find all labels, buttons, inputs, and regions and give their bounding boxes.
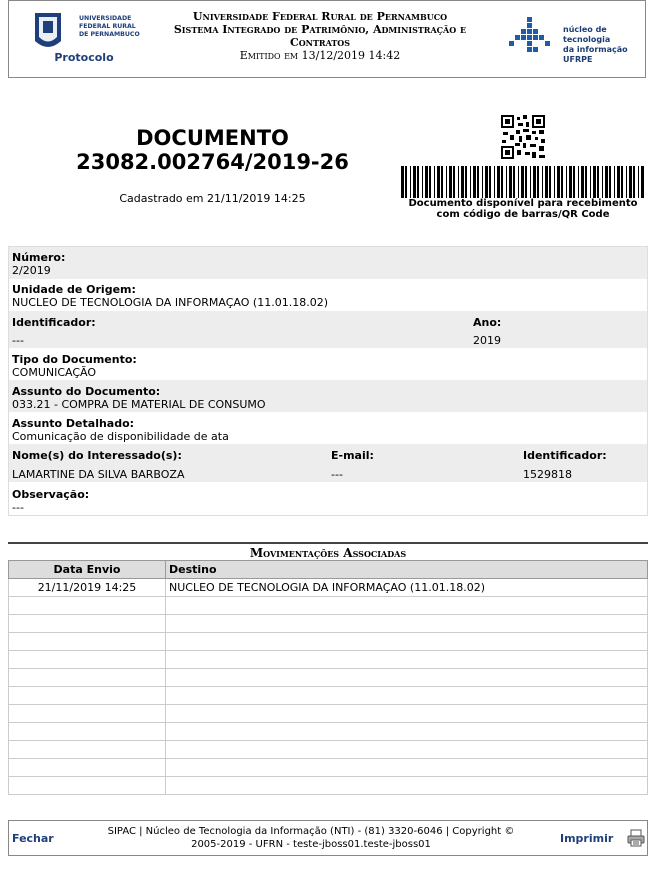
table-row bbox=[9, 597, 648, 615]
barcode-bar bbox=[590, 166, 591, 198]
barcode-bar bbox=[549, 166, 551, 198]
header-titles bbox=[143, 10, 497, 62]
cell-data-envio bbox=[9, 723, 166, 741]
barcode-bar bbox=[585, 166, 587, 198]
barcode-bar bbox=[477, 166, 479, 198]
barcode-bar bbox=[518, 166, 519, 198]
barcode-bar bbox=[537, 166, 539, 198]
barcode-bar bbox=[542, 166, 543, 198]
document-title bbox=[40, 126, 385, 174]
row-identificador bbox=[9, 311, 647, 348]
cell-destino bbox=[166, 651, 648, 669]
cell-destino bbox=[166, 777, 648, 795]
barcode-bar bbox=[506, 166, 507, 198]
cell-destino bbox=[166, 759, 648, 777]
barcode-bar bbox=[633, 166, 635, 198]
interessado-value: LAMARTINE DA SILVA BARBOZA bbox=[12, 468, 185, 481]
footer-line1: SIPAC | Núcleo de Tecnologia da Informação (NTI) - (81) 3320-6046 | Copyright © bbox=[107, 826, 515, 837]
identificador-label: Identificador: bbox=[12, 316, 96, 329]
barcode-bar bbox=[470, 166, 471, 198]
movements-table bbox=[8, 560, 648, 795]
barcode-bar bbox=[513, 166, 515, 198]
document-info bbox=[8, 246, 648, 516]
origem-label: Unidade de Origem: bbox=[12, 283, 136, 296]
barcode-bar bbox=[465, 166, 467, 198]
barcode-bar bbox=[581, 166, 584, 198]
document-title-line1: DOCUMENTO bbox=[136, 126, 289, 150]
barcode-bar bbox=[614, 166, 615, 198]
document-number: 23082.002764/2019-26 bbox=[76, 150, 349, 174]
page-footer bbox=[8, 820, 648, 856]
footer-line2: 2005-2019 - UFRN - teste-jboss01.teste-jboss01 bbox=[191, 839, 431, 850]
row-observacao bbox=[9, 482, 647, 515]
table-row bbox=[9, 687, 648, 705]
barcode-bar bbox=[554, 166, 555, 198]
observacao-value: --- bbox=[12, 501, 24, 514]
barcode-bar bbox=[561, 166, 563, 198]
barcode-bar bbox=[410, 166, 411, 198]
barcode-bar bbox=[629, 166, 632, 198]
cell-data-envio bbox=[9, 777, 166, 795]
system-name: Sistema Integrado de Patrimônio, Administração e Contratos bbox=[173, 23, 467, 49]
row-origem bbox=[9, 279, 647, 311]
qr-code bbox=[501, 115, 545, 159]
barcode-bar bbox=[425, 166, 428, 198]
logo-text-3: DE PERNAMBUCO bbox=[79, 31, 140, 38]
barcode-bar bbox=[449, 166, 452, 198]
cell-destino bbox=[166, 741, 648, 759]
barcode-bar bbox=[429, 166, 431, 198]
barcode-bar bbox=[482, 166, 483, 198]
observacao-label: Observação: bbox=[12, 488, 90, 501]
col-destino: Destino bbox=[166, 561, 648, 579]
logo-text-1: UNIVERSIDADE bbox=[79, 15, 132, 22]
barcode-bar bbox=[578, 166, 579, 198]
row-assunto bbox=[9, 380, 647, 412]
assunto-label: Assunto do Documento: bbox=[12, 385, 161, 398]
barcode-bar bbox=[434, 166, 435, 198]
row-interessados bbox=[9, 444, 647, 482]
ano-value: 2019 bbox=[473, 334, 501, 347]
cell-data-envio bbox=[9, 669, 166, 687]
table-row bbox=[9, 579, 648, 597]
movements-title: Movimentações Associadas bbox=[8, 542, 648, 560]
barcode-bar bbox=[497, 166, 500, 198]
nti-text-2: da informação UFRPE bbox=[563, 45, 628, 64]
table-row bbox=[9, 759, 648, 777]
barcode-bar bbox=[422, 166, 423, 198]
barcode-bar bbox=[545, 166, 548, 198]
barcode-bar bbox=[597, 166, 599, 198]
barcode-bar bbox=[573, 166, 575, 198]
barcode-bar bbox=[593, 166, 596, 198]
barcode-bar bbox=[501, 166, 503, 198]
barcode-bar bbox=[405, 166, 407, 198]
cell-destino bbox=[166, 597, 648, 615]
barcode-bar bbox=[602, 166, 603, 198]
cell-data-envio: 21/11/2019 14:25 bbox=[9, 579, 166, 597]
barcode-bar bbox=[641, 166, 644, 198]
barcode-bar bbox=[437, 166, 440, 198]
origem-value: NUCLEO DE TECNOLOGIA DA INFORMAÇAO (11.01.18.02) bbox=[12, 296, 328, 309]
university-name: Universidade Federal Rural de Pernambuco bbox=[192, 10, 448, 23]
cell-data-envio bbox=[9, 633, 166, 651]
footer-text bbox=[81, 825, 541, 851]
identificador-value: --- bbox=[12, 334, 24, 347]
cell-data-envio bbox=[9, 759, 166, 777]
ano-label: Ano: bbox=[473, 316, 502, 329]
barcode-bar bbox=[638, 166, 639, 198]
table-row bbox=[9, 669, 648, 687]
barcode-bar bbox=[609, 166, 611, 198]
barcode-bar bbox=[473, 166, 476, 198]
table-row bbox=[9, 777, 648, 795]
logo-text-2: FEDERAL RURAL bbox=[79, 23, 136, 30]
barcode-bar bbox=[530, 166, 531, 198]
barcode-bar bbox=[461, 166, 464, 198]
movements-header-row bbox=[9, 561, 648, 579]
barcode-bar bbox=[525, 166, 527, 198]
table-row bbox=[9, 615, 648, 633]
barcode-bar bbox=[489, 166, 491, 198]
barcode-bar bbox=[533, 166, 536, 198]
assunto-value: 033.21 - COMPRA DE MATERIAL DE CONSUMO bbox=[12, 398, 266, 411]
barcode-bar bbox=[509, 166, 512, 198]
row-numero bbox=[9, 247, 647, 279]
nti-logo-text bbox=[563, 25, 645, 65]
report-header bbox=[8, 0, 646, 78]
barcode-bar bbox=[557, 166, 560, 198]
assunto-detalhado-label: Assunto Detalhado: bbox=[12, 417, 135, 430]
tipo-label: Tipo do Documento: bbox=[12, 353, 137, 366]
interessados-label: Nome(s) do Interessado(s): bbox=[12, 449, 182, 462]
barcode-caption: Documento disponível para recebimento com código de barras/QR Code bbox=[408, 198, 638, 220]
assunto-detalhado-value: Comunicação de disponibilidade de ata bbox=[12, 430, 229, 443]
registered-date: Cadastrado em 21/11/2019 14:25 bbox=[119, 192, 306, 205]
row-tipo bbox=[9, 348, 647, 380]
cell-destino bbox=[166, 669, 648, 687]
numero-value: 2/2019 bbox=[12, 264, 51, 277]
interessado-id-label: Identificador: bbox=[523, 449, 607, 462]
barcode-bar bbox=[413, 166, 416, 198]
barcode-bar bbox=[566, 166, 567, 198]
email-label: E-mail: bbox=[331, 449, 374, 462]
barcode-bar bbox=[458, 166, 459, 198]
barcode-bar bbox=[605, 166, 608, 198]
table-row bbox=[9, 705, 648, 723]
cell-destino bbox=[166, 687, 648, 705]
barcode-bar bbox=[626, 166, 627, 198]
cell-data-envio bbox=[9, 705, 166, 723]
table-row bbox=[9, 723, 648, 741]
row-assunto-detalhado bbox=[9, 412, 647, 444]
cell-destino bbox=[166, 633, 648, 651]
barcode-bar bbox=[441, 166, 443, 198]
interessado-id-value: 1529818 bbox=[523, 468, 572, 481]
cell-destino: NUCLEO DE TECNOLOGIA DA INFORMAÇAO (11.01.18.02) bbox=[166, 579, 648, 597]
cell-data-envio bbox=[9, 741, 166, 759]
tipo-value: COMUNICAÇÃO bbox=[12, 366, 97, 379]
table-row bbox=[9, 741, 648, 759]
print-link[interactable]: Imprimir bbox=[560, 832, 614, 845]
cell-data-envio bbox=[9, 651, 166, 669]
table-row bbox=[9, 633, 648, 651]
email-value: --- bbox=[331, 468, 343, 481]
barcode-bar bbox=[521, 166, 524, 198]
cell-destino bbox=[166, 615, 648, 633]
barcode-bar bbox=[621, 166, 623, 198]
barcode-bar bbox=[485, 166, 488, 198]
barcode-bar bbox=[617, 166, 620, 198]
barcode bbox=[401, 166, 645, 198]
numero-label: Número: bbox=[12, 251, 66, 264]
close-link[interactable]: Fechar bbox=[12, 832, 54, 845]
barcode-bar bbox=[494, 166, 495, 198]
cell-data-envio bbox=[9, 615, 166, 633]
barcode-bar bbox=[417, 166, 419, 198]
cell-data-envio bbox=[9, 597, 166, 615]
cell-data-envio bbox=[9, 687, 166, 705]
barcode-bar bbox=[401, 166, 404, 198]
module-name: Protocolo bbox=[54, 51, 114, 64]
barcode-bar bbox=[446, 166, 447, 198]
printer-icon[interactable] bbox=[627, 829, 645, 847]
barcode-bar bbox=[569, 166, 572, 198]
col-data-envio: Data Envio bbox=[9, 561, 166, 579]
table-row bbox=[9, 651, 648, 669]
nti-text-1: núcleo de tecnologia bbox=[563, 25, 611, 44]
cell-destino bbox=[166, 723, 648, 741]
emitted-date: Emitido em 13/12/2019 14:42 bbox=[239, 49, 401, 62]
cell-destino bbox=[166, 705, 648, 723]
barcode-bar bbox=[453, 166, 455, 198]
